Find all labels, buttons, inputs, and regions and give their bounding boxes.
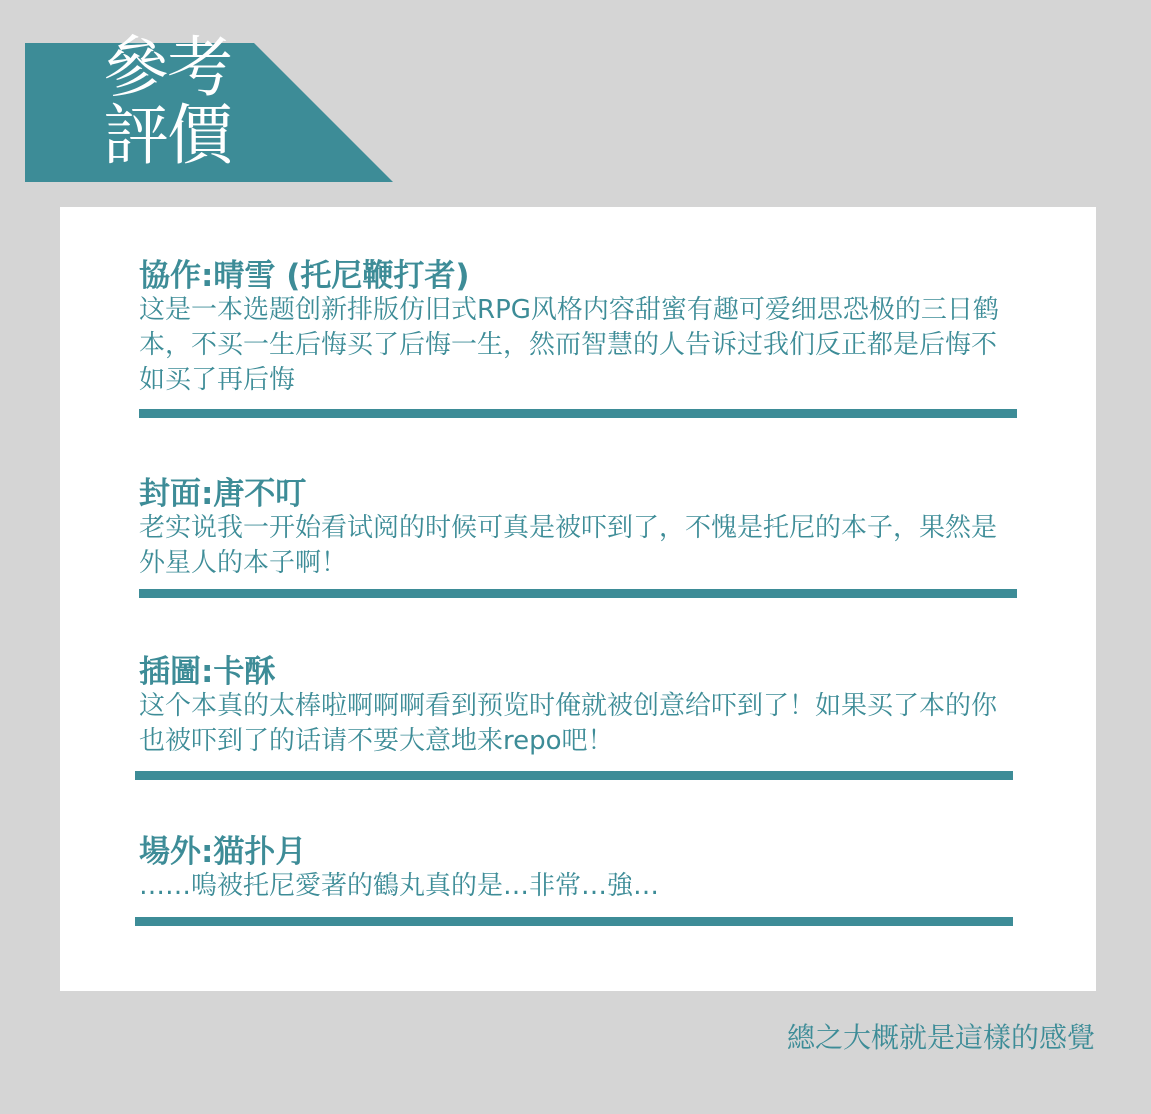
review-divider — [139, 409, 1017, 418]
review-card — [60, 207, 1096, 991]
review-item — [139, 655, 1019, 759]
review-divider — [135, 771, 1013, 780]
review-body: 这是一本选题创新排版仿旧式RPG风格内容甜蜜有趣可爱细思恐极的三日鹤本，不买一生后悔买了后悔一生，然而智慧的人告诉过我们反正都是后悔不如买了再后悔 — [139, 295, 999, 395]
page-title-line-1: 參考 — [103, 29, 231, 106]
review-body: 这个本真的太棒啦啊啊啊看到预览时俺就被创意给吓到了！如果买了本的你也被吓到了的话请不要大意地来repo吧！ — [139, 691, 998, 756]
review-body: ……嗚被托尼愛著的鶴丸真的是…非常…強… — [139, 871, 660, 901]
footer-note: 總之大概就是這樣的感覺 — [786, 1021, 1095, 1054]
page-title-line-2: 評價 — [103, 97, 231, 174]
review-divider — [139, 589, 1017, 598]
review-divider — [135, 917, 1013, 926]
review-body: 老实说我一开始看试阅的时候可真是被吓到了，不愧是托尼的本子，果然是外星人的本子啊！ — [139, 513, 998, 578]
review-title: 封面:唐不叮 — [139, 476, 307, 512]
review-item — [139, 477, 1019, 581]
review-title: 插圖:卡酥 — [139, 654, 276, 690]
page-title — [103, 29, 253, 174]
review-item — [139, 835, 1019, 904]
review-title: 場外:猫扑月 — [139, 834, 307, 870]
review-title: 協作:晴雪 (托尼鞭打者) — [139, 258, 470, 294]
review-item — [139, 259, 1019, 398]
